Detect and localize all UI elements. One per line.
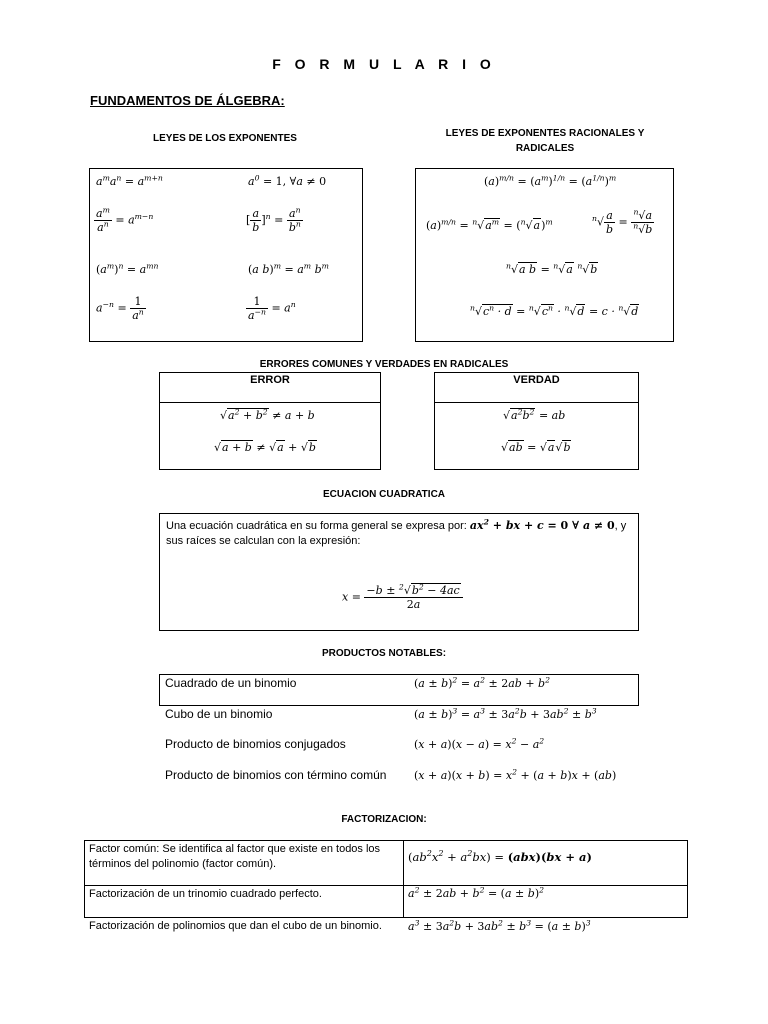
quadratic-heading: ECUACION CUADRATICA: [322, 489, 446, 500]
quadratic-text: [166, 518, 632, 549]
radical-laws-heading: LEYES DE EXPONENTES RACIONALES Y RADICALES: [445, 128, 645, 154]
formula-negative-exp-inv: $\frac{1}{a^{-n}}$ = $a^n$: [248, 295, 296, 322]
quadratic-box: [159, 513, 639, 631]
error-sum-squares: $√a^2 + b^2 \ne a + b$: [220, 407, 315, 422]
formula-power-of-power: $(a^m)^n = a^{mn}$: [96, 261, 159, 276]
quadratic-formula: x = $\frac{-b \pm ^2√b^2 - 4ac}{2a}$: [342, 584, 463, 611]
product-formula-square: $(a \pm b)^2 = a^2 \pm 2ab + b^2$: [414, 675, 551, 690]
radical-laws-box: [415, 168, 674, 342]
exp-laws-box: [89, 168, 363, 342]
formula-quotient: $\frac{a^m}{a^n}$ = $a^{m-n}$: [96, 205, 154, 234]
truth-box: [434, 372, 639, 470]
factor-label-cube: Factorización de polinomios que dan el cubo de un binomio.: [89, 920, 382, 932]
truth-label: VERDAD: [435, 373, 638, 403]
quadratic-text-after: , y sus raíces se calculan con la expresión:: [166, 520, 627, 547]
factor-formula-trinomial: $a^2 \pm 2ab + b^2 = (a \pm b)^2$: [408, 885, 545, 900]
factor-divider: [85, 885, 687, 886]
formula-radical-quotient: $^n$√ $\frac{a}{b}$ = $\frac{^n√a}{^n√b}$: [592, 207, 653, 236]
truth-product-root: √ab = √a√b: [501, 441, 571, 454]
formula-rational-exp: $(a)^{m/n} = (a^m)^{1/n} = (a^{1/n})^m$: [484, 173, 617, 188]
error-box: [159, 372, 381, 470]
formula-product-power: (a $b)^m = a^m$ $b^m$: [248, 261, 329, 276]
formula-frac-power: [ $\frac{a}{b}$ ]$^n$ = $\frac{a^n}{b^n}$: [246, 205, 301, 234]
page-title: F O R M U L A R I O: [272, 56, 496, 72]
factor-label-common: Factor común: Se identifica al factor que existe en todos los términos del polinomio (factor común).: [89, 843, 381, 870]
error-label: ERROR: [160, 373, 380, 403]
quadratic-text-before: Una ecuación cuadrática en su forma general se expresa por:: [166, 520, 470, 532]
product-formula-common: $(x + a)(x + b) = x^2 + (a + b)x + (ab)$: [414, 767, 617, 782]
factor-label-trinomial: Factorización de un trinomio cuadrado perfecto.: [89, 888, 322, 900]
truth-product-squares: $√a^2b^2$ = ab: [503, 407, 566, 422]
quadratic-general-form: $ax^2$ + bx + c = 0 ∀ a ≠ 0: [469, 517, 615, 532]
errors-heading: ERRORES COMUNES Y VERDADES EN RADICALES: [259, 359, 509, 370]
product-label-cube: Cubo de un binomio: [165, 707, 273, 721]
product-formula-conjugate: $(x + a)(x - a) = x^2 - a^2$: [414, 736, 545, 751]
formula-radical-simplify: $^n√c^n \cdot d = ^n√c^n \cdot ^n√d = c \cdot ^n√d$: [470, 303, 639, 318]
error-sum-root: √a + b ≠ √a + √b: [214, 441, 316, 454]
product-label-square: Cuadrado de un binomio: [165, 676, 297, 690]
product-formula-cube: $(a \pm b)^3 = a^3 \pm 3a^2b + 3ab^2 \pm b^3$: [414, 706, 597, 721]
formula-radical-product: $^n$√a b = $^n$√a $^n$√b: [506, 261, 598, 276]
exp-laws-heading: LEYES DE LOS EXPONENTES: [153, 133, 297, 144]
factor-formula-common: $(ab^2x^2 + a^2bx) = (abx)(bx + a)$: [408, 849, 592, 864]
products-heading: PRODUCTOS NOTABLES:: [321, 648, 447, 659]
formula-negative-exp: $a^{-n}$ = $\frac{1}{a^n}$: [96, 295, 144, 322]
factor-col-divider: [403, 841, 404, 917]
product-label-common: Producto de binomios con término común: [165, 768, 387, 782]
factor-formula-cube: $a^3 \pm 3a^2b + 3ab^2 \pm b^3 = (a \pm b)^3$: [408, 918, 591, 933]
formula-product: $a^ma^n = a^{m+n}$: [96, 173, 163, 188]
formula-zero-exp: $a^0 = 1$, ∀a ≠ 0: [248, 173, 327, 188]
factor-heading: FACTORIZACION:: [341, 814, 427, 825]
section-heading: FUNDAMENTOS DE ÁLGEBRA:: [90, 93, 285, 108]
product-label-conjugate: Producto de binomios conjugados: [165, 737, 346, 751]
formula-rational-radical: $(a)^{m/n} = ^n√a^m = (^n√a)^m$: [426, 217, 553, 232]
